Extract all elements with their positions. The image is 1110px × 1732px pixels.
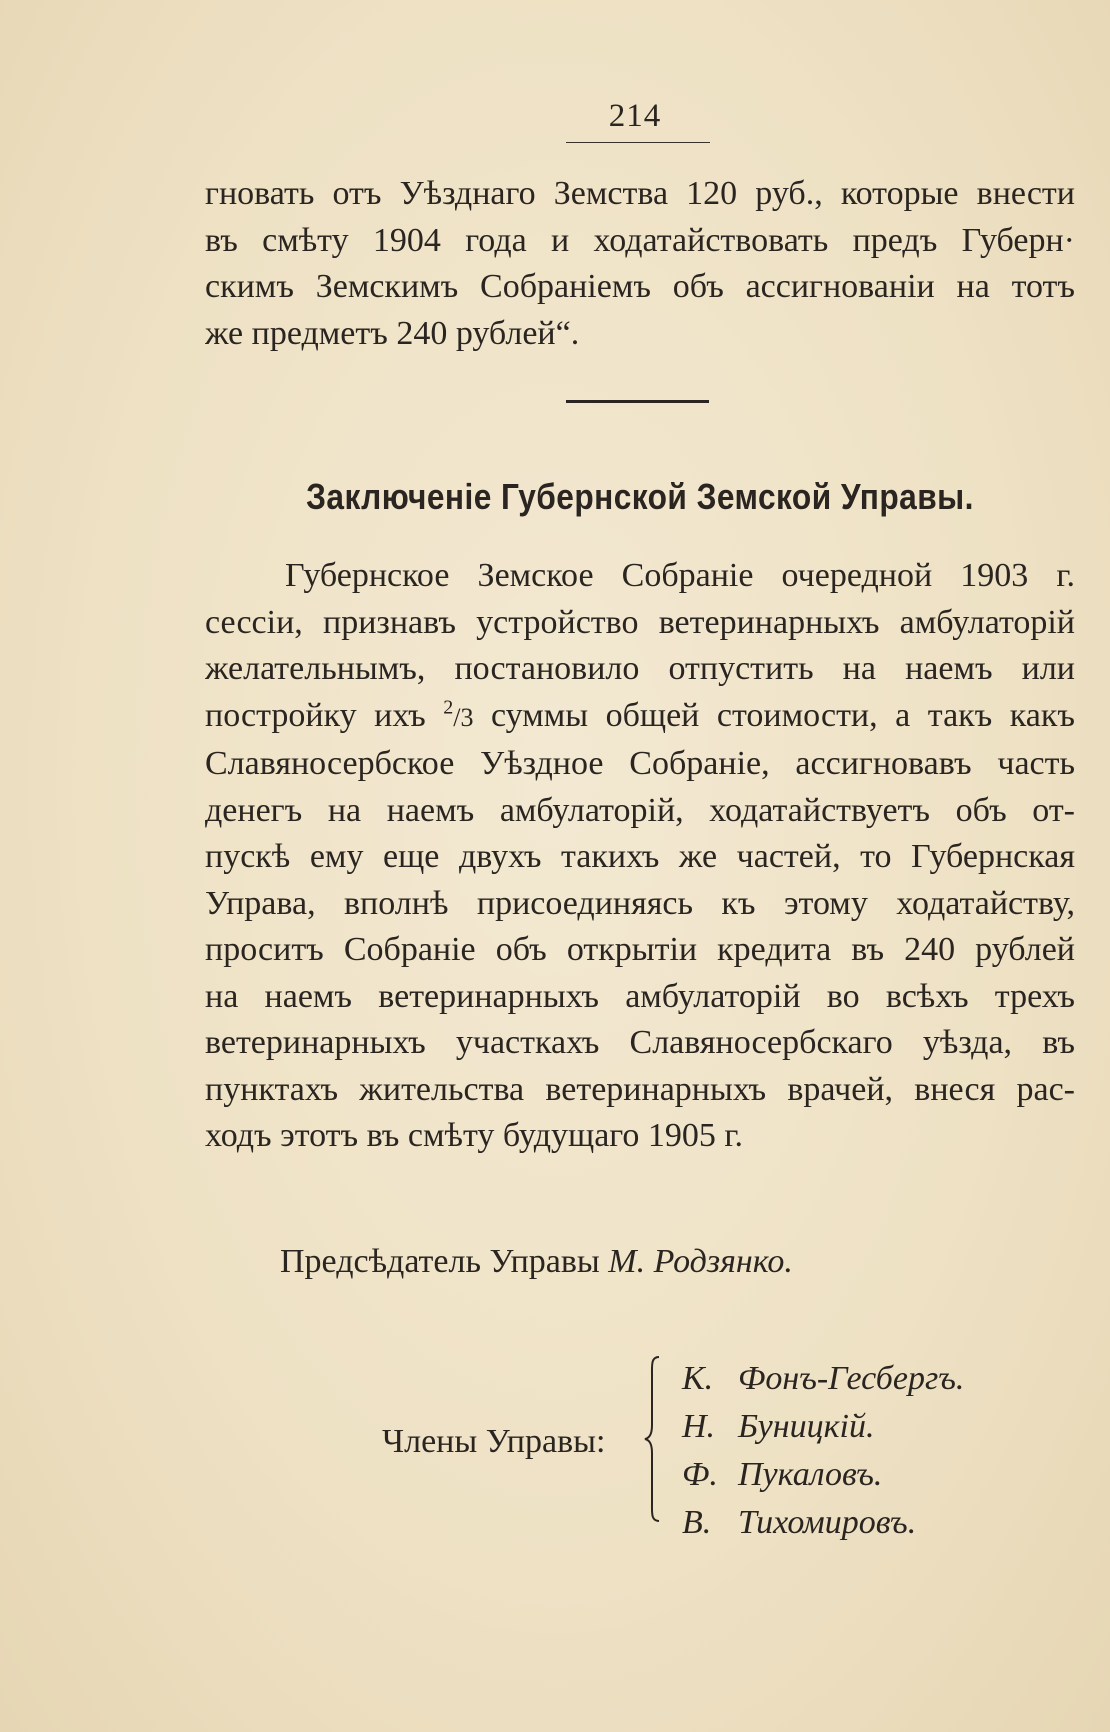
body-line: желательнымъ, постановило отпустить на наемъ или (205, 650, 1075, 687)
member-initial: Н. (682, 1408, 716, 1445)
body-line-with-fraction (205, 693, 1075, 742)
member-entry (682, 1403, 964, 1451)
page-number-underline (566, 142, 710, 143)
member-entry (682, 1355, 964, 1403)
body-line: пускѣ ему еще двухъ такихъ же частей, то Губернская (205, 838, 1075, 875)
body-line: ходъ этотъ въ смѣту будущаго 1905 г. (205, 1117, 744, 1154)
body-line: Губернское Земское Собраніе очередной 1903 г. (285, 557, 1075, 594)
body-line: ветеринарныхъ участкахъ Славяносербскаго уѣзда, въ (205, 1024, 1075, 1061)
intro-paragraph (205, 171, 1075, 357)
page-number: 214 (608, 98, 662, 134)
fraction-denominator: /3 (453, 702, 474, 732)
members-list (682, 1355, 964, 1547)
body-line: денегъ на наемъ амбулаторій, ходатайствуетъ объ от- (205, 791, 1075, 829)
chairman-signature-line (280, 1243, 793, 1281)
body-text-segment: постройку ихъ (205, 696, 444, 734)
curly-brace-icon (643, 1355, 661, 1523)
chairman-signature: М. Родзянко. (608, 1243, 793, 1280)
member-surname: Тихомировъ. (738, 1504, 917, 1541)
intro-line: въ смѣту 1904 года и ходатайствовать предъ Губерн· (205, 221, 1075, 259)
body-paragraph (205, 553, 1075, 1160)
member-surname: Буницкій. (738, 1408, 875, 1445)
section-divider (566, 400, 709, 403)
member-initial: К. (682, 1360, 714, 1397)
member-surname: Пукаловъ. (738, 1456, 883, 1493)
intro-line: же предметъ 240 рублей“. (205, 314, 580, 352)
fraction-numerator: 2 (443, 696, 454, 719)
member-entry (682, 1499, 964, 1547)
body-line: сессіи, признавъ устройство ветеринарныхъ амбулаторій (205, 603, 1075, 641)
member-surname: Фонъ-Гесбергъ. (738, 1360, 965, 1397)
body-line: Славяносербское Уѣздное Собраніе, ассигновавъ часть (205, 745, 1075, 782)
intro-line: скимъ Земскимъ Собраніемъ объ ассигнованіи на тотъ (205, 268, 1075, 305)
member-entry (682, 1451, 964, 1499)
body-text-segment: суммы общей стоимости, а такъ какъ (473, 696, 1075, 734)
body-line: пунктахъ жительства ветеринарныхъ врачей, внеся рас- (205, 1070, 1075, 1108)
member-initial: В. (682, 1504, 712, 1541)
section-heading: Заключеніе Губернской Земской Управы. (306, 476, 974, 517)
body-line: на наемъ ветеринарныхъ амбулаторій во всѣхъ трехъ (205, 977, 1075, 1015)
chairman-title: Предсѣдатель Управы (280, 1243, 600, 1280)
members-label: Члены Управы: (382, 1423, 606, 1460)
intro-line: гновать отъ Уѣзднаго Земства 120 руб., которые внести (205, 175, 1075, 212)
body-line: Управа, вполнѣ присоединяясь къ этому ходатайству, (205, 884, 1075, 922)
body-line: проситъ Собраніе объ открытіи кредита въ 240 рублей (205, 931, 1075, 968)
member-initial: Ф. (682, 1456, 718, 1493)
